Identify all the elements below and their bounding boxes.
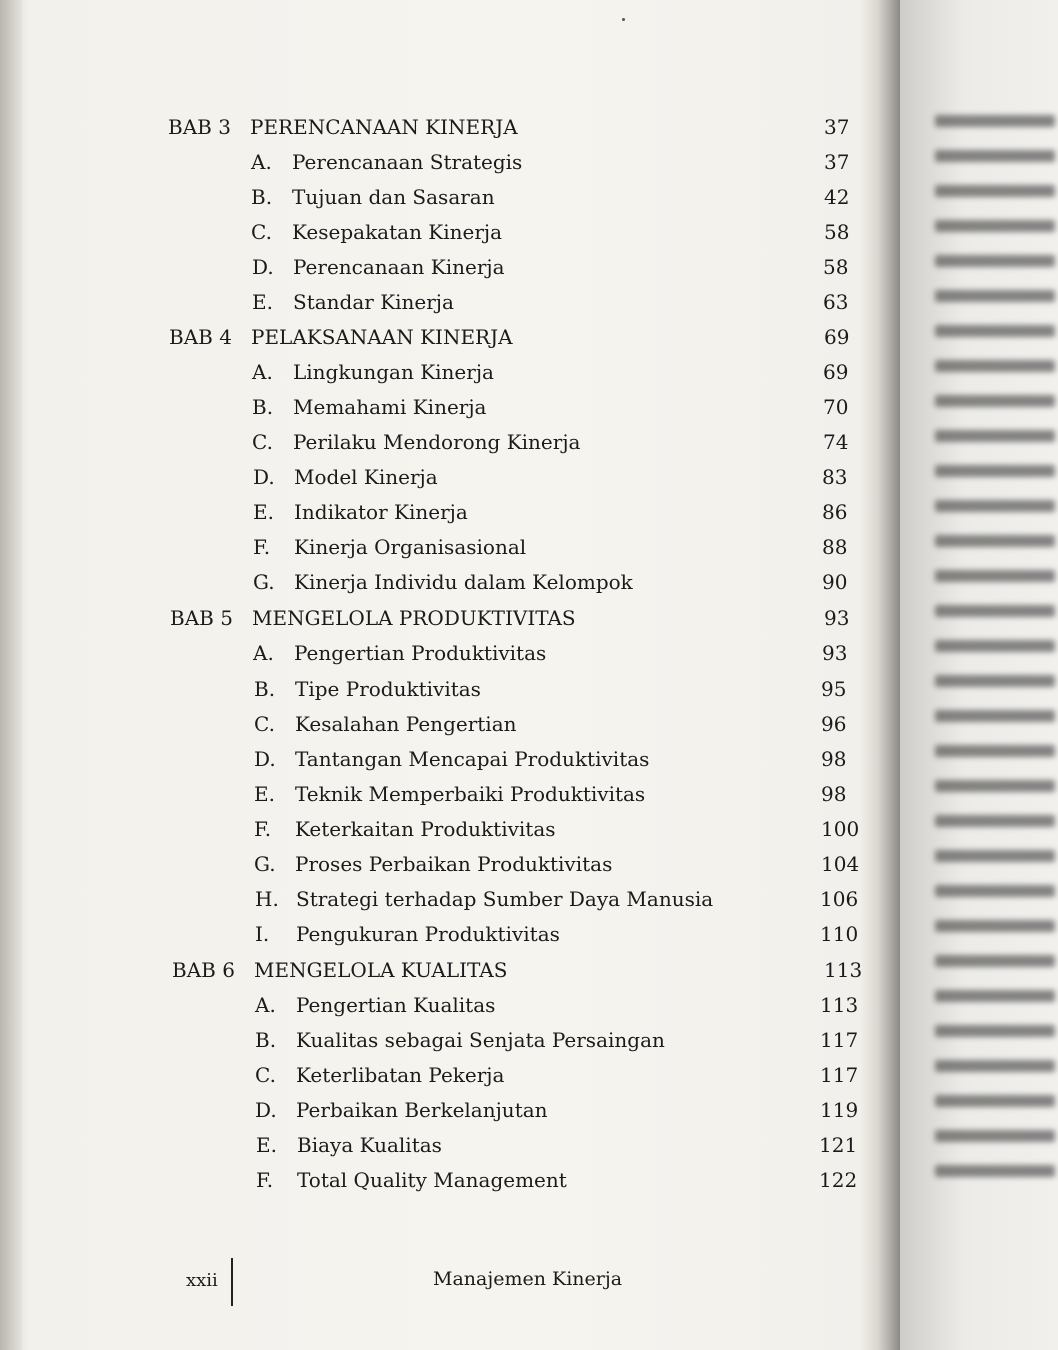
- footer-divider: [231, 1258, 233, 1306]
- section-page-number: 88: [822, 535, 848, 559]
- toc-section-row: [252, 357, 862, 387]
- section-page-number: 58: [823, 255, 849, 279]
- toc-section-row: [254, 814, 864, 844]
- toc-section-row: [256, 1130, 866, 1160]
- section-page-number: 110: [820, 922, 859, 946]
- section-title: Strategi terhadap Sumber Daya Manusia: [296, 887, 714, 911]
- section-title: Kesepakatan Kinerja: [292, 220, 503, 244]
- toc-chapter-row: [169, 322, 859, 352]
- section-title: Tujuan dan Sasaran: [292, 185, 495, 209]
- toc-section-row: [252, 427, 862, 457]
- section-title: Pengukuran Produktivitas: [296, 922, 560, 946]
- chapter-title: PERENCANAAN KINERJA: [250, 115, 518, 139]
- section-letter: E.: [256, 1133, 277, 1157]
- section-title: Keterlibatan Pekerja: [296, 1063, 505, 1087]
- chapter-page-number: 113: [824, 958, 863, 982]
- section-title: Kualitas sebagai Senjata Persaingan: [296, 1028, 665, 1052]
- chapter-label: BAB 5: [170, 606, 233, 630]
- section-letter: E.: [252, 290, 273, 314]
- toc-section-row: [252, 252, 862, 282]
- section-page-number: 70: [823, 395, 849, 419]
- section-letter: B.: [254, 677, 276, 701]
- section-letter: B.: [252, 395, 274, 419]
- section-title: Proses Perbaikan Produktivitas: [295, 852, 613, 876]
- section-title: Indikator Kinerja: [294, 500, 468, 524]
- section-letter: C.: [255, 1063, 276, 1087]
- section-page-number: 122: [819, 1168, 858, 1192]
- section-letter: C.: [251, 220, 272, 244]
- section-letter: E.: [253, 500, 274, 524]
- section-page-number: 98: [821, 747, 847, 771]
- toc-section-row: [253, 462, 863, 492]
- section-title: Perencanaan Strategis: [292, 150, 523, 174]
- toc-section-row: [254, 674, 864, 704]
- section-page-number: 96: [821, 712, 847, 736]
- chapter-label: BAB 3: [168, 115, 231, 139]
- section-page-number: 117: [820, 1028, 859, 1052]
- section-letter: A.: [253, 641, 274, 665]
- section-page-number: 90: [822, 570, 848, 594]
- section-letter: D.: [253, 465, 275, 489]
- section-page-number: 106: [820, 887, 859, 911]
- running-footer-title: Manajemen Kinerja: [433, 1268, 623, 1290]
- section-letter: F.: [254, 817, 272, 841]
- section-page-number: 113: [820, 993, 859, 1017]
- section-title: Pengertian Produktivitas: [294, 641, 547, 665]
- toc-section-row: [255, 1095, 865, 1125]
- section-letter: G.: [254, 852, 276, 876]
- section-letter: B.: [251, 185, 273, 209]
- toc-section-row: [255, 884, 865, 914]
- chapter-title: MENGELOLA KUALITAS: [254, 958, 508, 982]
- section-page-number: 98: [821, 782, 847, 806]
- section-title: Tantangan Mencapai Produktivitas: [295, 747, 650, 771]
- section-page-number: 83: [822, 465, 848, 489]
- toc-section-row: [251, 147, 861, 177]
- section-letter: C.: [254, 712, 275, 736]
- section-letter: F.: [256, 1168, 274, 1192]
- toc-section-row: [255, 1025, 865, 1055]
- section-letter: A.: [252, 360, 273, 384]
- section-page-number: 100: [821, 817, 860, 841]
- toc-chapter-row: [170, 603, 860, 633]
- toc-section-row: [256, 1165, 866, 1195]
- toc-chapter-row: [168, 112, 858, 142]
- toc-section-row: [252, 392, 862, 422]
- chapter-page-number: 93: [824, 606, 850, 630]
- section-title: Perencanaan Kinerja: [293, 255, 505, 279]
- chapter-label: BAB 4: [169, 325, 232, 349]
- section-title: Pengertian Kualitas: [296, 993, 496, 1017]
- facing-page-blurred-text: [935, 115, 1055, 1215]
- section-title: Memahami Kinerja: [293, 395, 487, 419]
- toc-section-row: [254, 779, 864, 809]
- toc-section-row: [253, 638, 863, 668]
- section-page-number: 86: [822, 500, 848, 524]
- toc-section-row: [253, 532, 863, 562]
- toc-section-row: [255, 990, 865, 1020]
- section-letter: H.: [255, 887, 279, 911]
- chapter-title: MENGELOLA PRODUKTIVITAS: [252, 606, 576, 630]
- section-title: Kinerja Organisasional: [294, 535, 527, 559]
- section-title: Lingkungan Kinerja: [293, 360, 494, 384]
- section-letter: F.: [253, 535, 271, 559]
- section-letter: D.: [255, 1098, 277, 1122]
- chapter-page-number: 69: [824, 325, 850, 349]
- toc-section-row: [251, 182, 861, 212]
- section-title: Tipe Produktivitas: [295, 677, 481, 701]
- section-page-number: 63: [823, 290, 849, 314]
- section-title: Total Quality Management: [297, 1168, 567, 1192]
- chapter-label: BAB 6: [172, 958, 235, 982]
- section-page-number: 42: [824, 185, 850, 209]
- section-title: Teknik Memperbaiki Produktivitas: [295, 782, 646, 806]
- toc-section-row: [254, 709, 864, 739]
- section-page-number: 104: [821, 852, 860, 876]
- toc-section-row: [253, 567, 863, 597]
- section-title: Model Kinerja: [294, 465, 438, 489]
- section-letter: A.: [251, 150, 272, 174]
- section-title: Biaya Kualitas: [297, 1133, 442, 1157]
- section-letter: G.: [253, 570, 275, 594]
- section-letter: I.: [255, 922, 270, 946]
- toc-section-row: [255, 1060, 865, 1090]
- section-letter: E.: [254, 782, 275, 806]
- chapter-page-number: 37: [824, 115, 850, 139]
- section-letter: A.: [255, 993, 276, 1017]
- section-page-number: 93: [822, 641, 848, 665]
- section-page-number: 119: [820, 1098, 859, 1122]
- section-title: Standar Kinerja: [293, 290, 454, 314]
- section-letter: B.: [255, 1028, 277, 1052]
- toc-section-row: [255, 919, 865, 949]
- toc-section-row: [254, 744, 864, 774]
- section-page-number: 121: [819, 1133, 858, 1157]
- section-page-number: 69: [823, 360, 849, 384]
- toc-section-row: [252, 287, 862, 317]
- toc-section-row: [253, 497, 863, 527]
- page-number: xxii: [186, 1270, 218, 1291]
- section-title: Perilaku Mendorong Kinerja: [293, 430, 581, 454]
- section-letter: D.: [254, 747, 276, 771]
- toc-section-row: [254, 849, 864, 879]
- toc-section-row: [251, 217, 861, 247]
- section-letter: D.: [252, 255, 274, 279]
- section-page-number: 117: [820, 1063, 859, 1087]
- section-page-number: 58: [824, 220, 850, 244]
- section-letter: C.: [252, 430, 273, 454]
- section-title: Keterkaitan Produktivitas: [295, 817, 556, 841]
- section-title: Perbaikan Berkelanjutan: [296, 1098, 548, 1122]
- chapter-title: PELAKSANAAN KINERJA: [251, 325, 513, 349]
- section-page-number: 37: [824, 150, 850, 174]
- section-title: Kinerja Individu dalam Kelompok: [294, 570, 633, 594]
- section-title: Kesalahan Pengertian: [295, 712, 517, 736]
- section-page-number: 95: [821, 677, 847, 701]
- toc-chapter-row: [172, 955, 862, 985]
- section-page-number: 74: [823, 430, 849, 454]
